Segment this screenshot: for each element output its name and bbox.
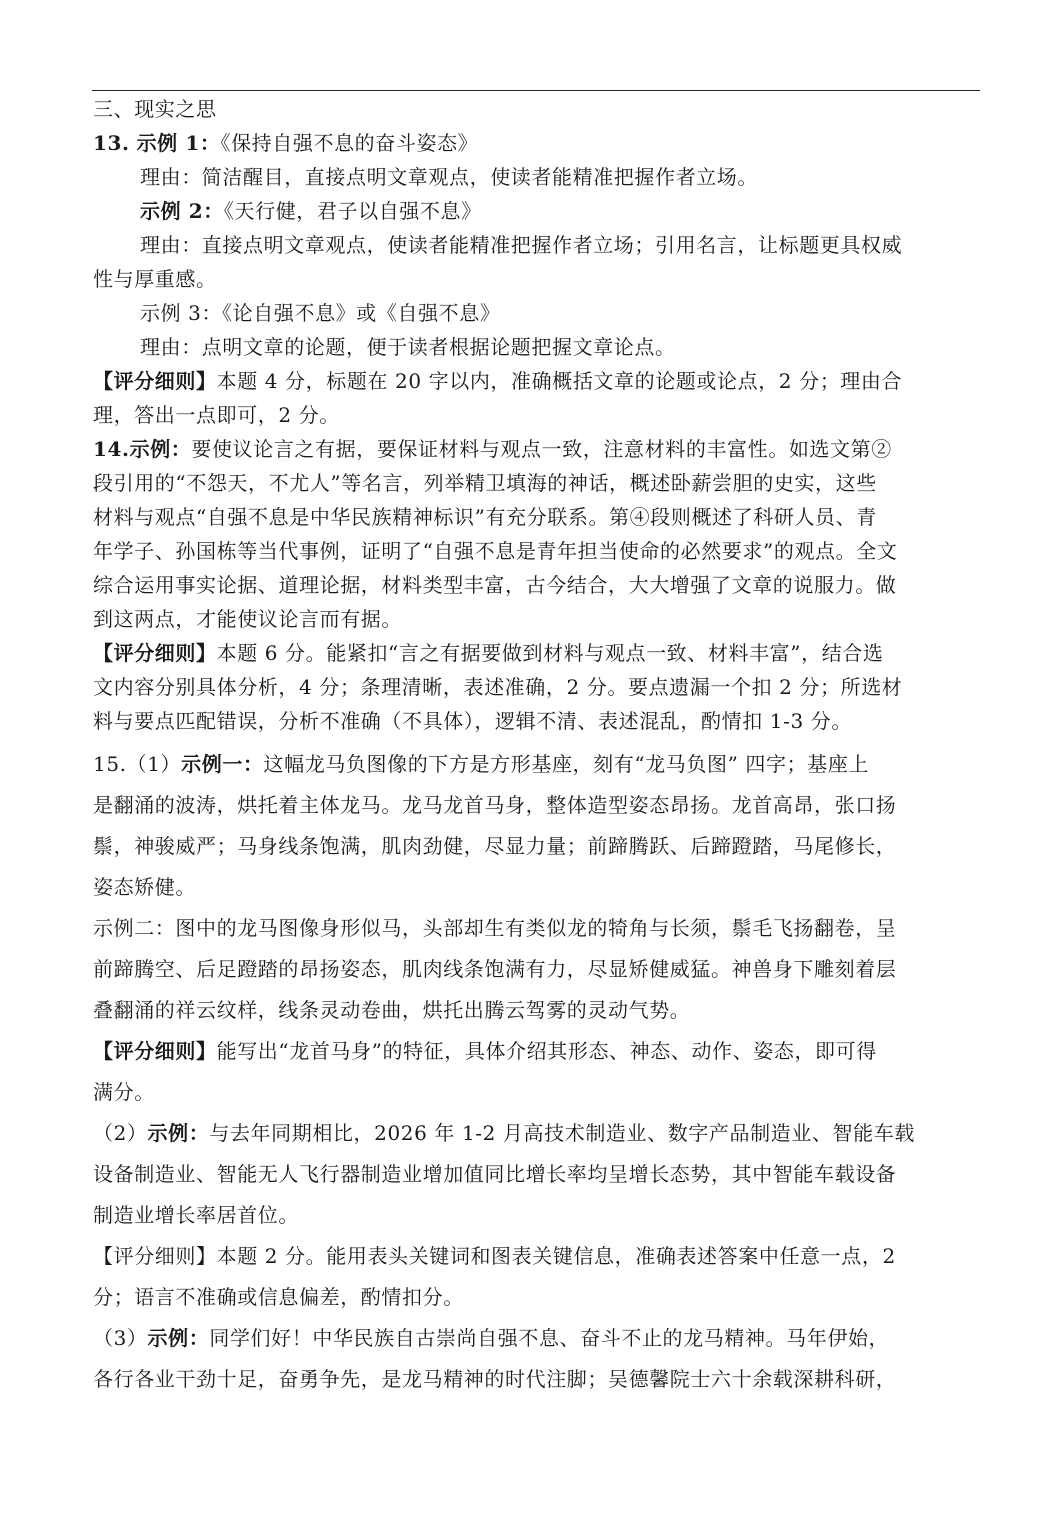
section-title: 三、现实之思: [93, 97, 217, 121]
q13-scoring-text-b: 理，答出一点即可，2 分。: [93, 403, 340, 427]
answer-content: [93, 92, 981, 1400]
q13-number: 13.: [93, 131, 130, 155]
q15-part1-line-2: 是翻涌的波涛，烘托着主体龙马。龙马龙首马身，整体造型姿态昂扬。龙首高昂，张口扬: [93, 793, 897, 817]
q14-scoring-label: 【评分细则】: [93, 641, 217, 665]
q15-part2-line-2: 设备制造业、智能无人飞行器制造业增加值同比增长率均呈增长态势，其中智能车载设备: [93, 1162, 897, 1186]
q15-part2-label: 示例：: [147, 1121, 210, 1145]
q15-example2-line-2: 前蹄腾空、后足蹬踏的昂扬姿态，肌肉线条饱满有力，尽显矫健威猛。神兽身下雕刻着层: [93, 957, 897, 981]
q15-part1-label: 示例一：: [181, 752, 264, 776]
q14-line-6: 到这两点，才能使议论言而有据。: [93, 607, 402, 631]
q15-example2-line-1: 示例二：图中的龙马图像身形似马，头部却生有类似龙的犄角与长须，鬃毛飞扬翻卷，呈: [93, 916, 897, 940]
q13-example-1-reason: 理由：简洁醒目，直接点明文章观点，使读者能精准把握作者立场。: [140, 165, 758, 189]
q13-example-2-reason-a: 理由：直接点明文章观点，使读者能精准把握作者立场；引用名言，让标题更具权威: [140, 233, 903, 257]
q15-part2-text-1: 与去年同期相比，2026 年 1-2 月高技术制造业、数字产品制造业、智能车载: [209, 1121, 915, 1145]
q13-example-2-label: 示例 2：: [140, 199, 224, 223]
q14-number: 14.: [93, 437, 130, 461]
q14-text-1: 要使议论言之有据，要保证材料与观点一致，注意材料的丰富性。如选文第②: [191, 437, 892, 461]
q15-scoring-label-2: 【评分细则】: [93, 1244, 217, 1268]
q15-part3-line-1: [93, 1318, 981, 1359]
q13-example-3: 示例 3：《论自强不息》或《自强不息》: [140, 301, 501, 325]
q15-example2-line-3: 叠翻涌的祥云纹样，线条灵动卷曲，烘托出腾云驾雾的灵动气势。: [93, 998, 691, 1022]
q15-part1-text-1: 这幅龙马负图像的下方是方形基座，刻有“龙马负图” 四字；基座上: [263, 752, 869, 776]
q14-line-4: 年学子、孙国栋等当代事例，证明了“自强不息是青年担当使命的必然要求”的观点。全文: [93, 539, 898, 563]
q15-part1-line-1: [93, 744, 981, 785]
q13-example-2-reason-b: 性与厚重感。: [93, 267, 217, 291]
q14-line-5: 综合运用事实论据、道理论据，材料类型丰富，古今结合，大大增强了文章的说服力。做: [93, 573, 897, 597]
q15-scoring-label-1: 【评分细则】: [93, 1039, 217, 1063]
q14-line-1: [93, 432, 981, 466]
header-rule: [92, 90, 980, 91]
q13-example-1: [93, 126, 981, 160]
q15-part1-line-3: 鬃，神骏威严；马身线条饱满，肌肉劲健，尽显力量；前蹄腾跃、后蹄蹬踏，马尾修长，: [93, 834, 897, 858]
q15-part2-line-3: 制造业增长率居首位。: [93, 1203, 299, 1227]
q15-part2-prefix: （2）: [93, 1121, 148, 1145]
q14-scoring-text-3: 料与要点匹配错误，分析不准确（不具体），逻辑不清、表述混乱，酌情扣 1-3 分。: [93, 709, 852, 733]
q15-number: 15.: [93, 752, 127, 776]
q13-example-1-label: 示例 1：: [136, 131, 221, 155]
q15-part2-line-1: [93, 1113, 981, 1154]
q14-scoring-text-1: 本题 6 分。能紧扣“言之有据要做到材料与观点一致、材料丰富”，结合选: [216, 641, 884, 665]
q15-scoring-rule-1: [93, 1031, 981, 1072]
q14-line-2: 段引用的“不怨天，不尤人”等名言，列举精卫填海的神话，概述卧薪尝胆的史实，这些: [93, 471, 877, 495]
q14-line-3: 材料与观点“自强不息是中华民族精神标识”有充分联系。第④段则概述了科研人员、青: [93, 505, 877, 529]
q14-scoring-text-2: 文内容分别具体分析，4 分；条理清晰，表述准确，2 分。要点遗漏一个扣 2 分；所选材: [93, 675, 903, 699]
q13-scoring-label: 【评分细则】: [93, 369, 217, 393]
q15-scoring-text-1b: 满分。: [93, 1080, 155, 1104]
q13-scoring-rule: [93, 364, 981, 398]
q14-example-label: 示例：: [129, 437, 192, 461]
q15-scoring-text-1a: 能写出“龙首马身”的特征，具体介绍其形态、神态、动作、姿态，即可得: [216, 1039, 877, 1063]
q15-scoring-text-2b: 分；语言不准确或信息偏差，酌情扣分。: [93, 1285, 464, 1309]
q15-part3-prefix: （3）: [93, 1326, 148, 1350]
q15-scoring-rule-2: [93, 1236, 981, 1277]
q15-part3-line-2: 各行各业干劲十足，奋勇争先，是龙马精神的时代注脚；吴德馨院士六十余载深耕科研，: [93, 1367, 897, 1391]
q13-scoring-text-a: 本题 4 分，标题在 20 字以内，准确概括文章的论题或论点，2 分；理由合: [216, 369, 903, 393]
q15-part3-text-1: 同学们好！中华民族自古崇尚自强不息、奋斗不止的龙马精神。马年伊始，: [209, 1326, 890, 1350]
q13-example-1-title: 《保持自强不息的奋斗姿态》: [220, 131, 479, 155]
q15-scoring-text-2a: 本题 2 分。能用表头关键词和图表关键信息，准确表述答案中任意一点，2: [216, 1244, 896, 1268]
q15-part1-line-4: 姿态矫健。: [93, 875, 196, 899]
q13-example-3-reason: 理由：点明文章的论题，便于读者根据论题把握文章论点。: [140, 335, 676, 359]
q13-example-2-title: 《天行健，君子以自强不息》: [223, 199, 482, 223]
q14-scoring-rule: [93, 636, 981, 670]
q15-part1-prefix: （1）: [126, 752, 182, 776]
q13-example-2: [93, 194, 981, 228]
q15-part3-label: 示例：: [147, 1326, 210, 1350]
